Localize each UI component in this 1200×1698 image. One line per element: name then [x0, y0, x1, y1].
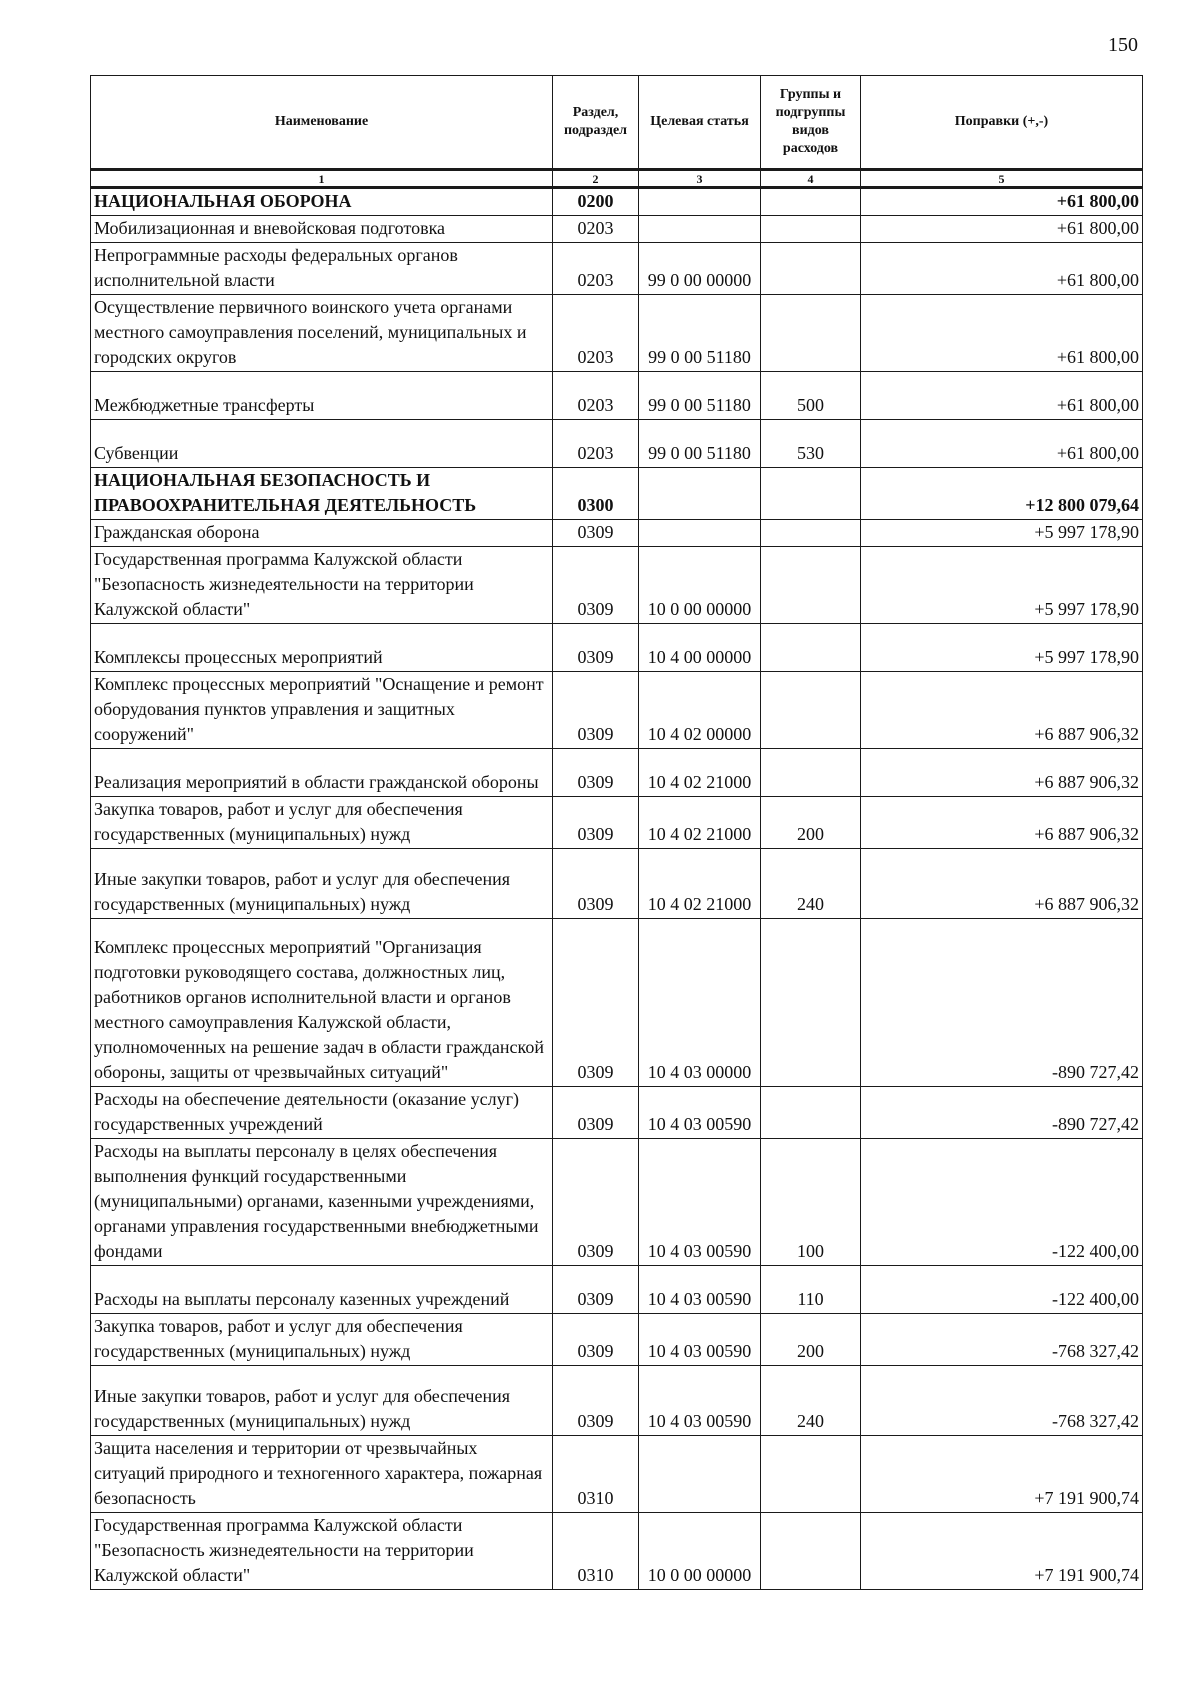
row-expense-group: 500 [761, 372, 861, 420]
row-target-article: 10 4 02 21000 [639, 749, 761, 797]
table-row [91, 216, 1143, 243]
row-name: Иные закупки товаров, работ и услуг для обеспечения государственных (муниципальных) нужд [91, 849, 553, 919]
table-row [91, 1513, 1143, 1590]
row-amount: +61 800,00 [861, 216, 1143, 243]
table-row [91, 468, 1143, 520]
row-section: 0300 [553, 468, 639, 520]
row-target-article: 10 0 00 00000 [639, 1513, 761, 1590]
row-expense-group [761, 295, 861, 372]
row-name: Государственная программа Калужской области "Безопасность жизнедеятельности на территории Калужской области" [91, 547, 553, 624]
row-name: Субвенции [91, 420, 553, 468]
row-target-article [639, 468, 761, 520]
row-expense-group [761, 1513, 861, 1590]
row-amount: -768 327,42 [861, 1366, 1143, 1436]
row-amount: +7 191 900,74 [861, 1513, 1143, 1590]
row-target-article: 10 4 03 00000 [639, 919, 761, 1087]
row-expense-group [761, 672, 861, 749]
row-expense-group: 200 [761, 797, 861, 849]
table-row [91, 1087, 1143, 1139]
row-expense-group [761, 188, 861, 216]
row-target-article: 10 0 00 00000 [639, 547, 761, 624]
row-amount: +6 887 906,32 [861, 672, 1143, 749]
row-expense-group [761, 216, 861, 243]
row-target-article: 10 4 03 00590 [639, 1139, 761, 1266]
row-section: 0309 [553, 624, 639, 672]
row-expense-group: 530 [761, 420, 861, 468]
row-amount: +61 800,00 [861, 188, 1143, 216]
header-name: Наименование [91, 76, 553, 170]
row-name: НАЦИОНАЛЬНАЯ БЕЗОПАСНОСТЬ И ПРАВООХРАНИТЕЛЬНАЯ ДЕЯТЕЛЬНОСТЬ [91, 468, 553, 520]
row-target-article: 10 4 02 00000 [639, 672, 761, 749]
table-row [91, 243, 1143, 295]
row-section: 0309 [553, 849, 639, 919]
row-amount: +5 997 178,90 [861, 547, 1143, 624]
row-expense-group [761, 749, 861, 797]
row-amount: +5 997 178,90 [861, 520, 1143, 547]
row-section: 0309 [553, 1139, 639, 1266]
row-target-article [639, 520, 761, 547]
table-row [91, 1139, 1143, 1266]
header-section: Раздел, подраздел [553, 76, 639, 170]
row-expense-group [761, 1087, 861, 1139]
column-index: 1 [91, 170, 553, 188]
row-target-article [639, 216, 761, 243]
row-target-article [639, 1436, 761, 1513]
row-target-article: 10 4 03 00590 [639, 1087, 761, 1139]
row-section: 0309 [553, 919, 639, 1087]
table-row [91, 295, 1143, 372]
row-expense-group [761, 468, 861, 520]
table-row [91, 1436, 1143, 1513]
row-target-article: 99 0 00 00000 [639, 243, 761, 295]
header-amount: Поправки (+,-) [861, 76, 1143, 170]
row-amount: -890 727,42 [861, 1087, 1143, 1139]
row-section: 0203 [553, 243, 639, 295]
table-row [91, 749, 1143, 797]
table-body [91, 188, 1143, 1590]
row-amount: +61 800,00 [861, 372, 1143, 420]
table-header-row [91, 76, 1143, 170]
row-amount: -768 327,42 [861, 1314, 1143, 1366]
header-target: Целевая статья [639, 76, 761, 170]
row-amount: +12 800 079,64 [861, 468, 1143, 520]
table-row [91, 520, 1143, 547]
row-section: 0309 [553, 1266, 639, 1314]
row-section: 0309 [553, 672, 639, 749]
row-amount: +6 887 906,32 [861, 797, 1143, 849]
column-index: 5 [861, 170, 1143, 188]
row-name: Иные закупки товаров, работ и услуг для обеспечения государственных (муниципальных) нужд [91, 1366, 553, 1436]
row-target-article: 99 0 00 51180 [639, 372, 761, 420]
row-name: Государственная программа Калужской области "Безопасность жизнедеятельности на территории Калужской области" [91, 1513, 553, 1590]
row-target-article: 10 4 02 21000 [639, 797, 761, 849]
table-row [91, 372, 1143, 420]
header-group: Группы и подгруппы видов расходов [761, 76, 861, 170]
row-amount: +6 887 906,32 [861, 849, 1143, 919]
table-row [91, 1366, 1143, 1436]
row-section: 0309 [553, 547, 639, 624]
row-target-article: 99 0 00 51180 [639, 420, 761, 468]
row-target-article: 10 4 03 00590 [639, 1314, 761, 1366]
row-name: Защита населения и территории от чрезвычайных ситуаций природного и техногенного характера, пожарная безопасность [91, 1436, 553, 1513]
row-section: 0203 [553, 295, 639, 372]
budget-amendments-table [90, 75, 1143, 1590]
row-amount: -122 400,00 [861, 1266, 1143, 1314]
row-name: Закупка товаров, работ и услуг для обеспечения государственных (муниципальных) нужд [91, 797, 553, 849]
row-amount: -122 400,00 [861, 1139, 1143, 1266]
table-row [91, 188, 1143, 216]
column-index: 4 [761, 170, 861, 188]
table-row [91, 420, 1143, 468]
table-row [91, 624, 1143, 672]
row-section: 0203 [553, 420, 639, 468]
row-target-article: 10 4 03 00590 [639, 1366, 761, 1436]
row-expense-group: 200 [761, 1314, 861, 1366]
row-section: 0203 [553, 372, 639, 420]
row-name: Гражданская оборона [91, 520, 553, 547]
page-number: 150 [1108, 34, 1138, 56]
table-row [91, 672, 1143, 749]
row-name: Мобилизационная и вневойсковая подготовка [91, 216, 553, 243]
row-name: Расходы на выплаты персоналу казенных учреждений [91, 1266, 553, 1314]
row-section: 0309 [553, 797, 639, 849]
row-name: Комплексы процессных мероприятий [91, 624, 553, 672]
row-amount: +6 887 906,32 [861, 749, 1143, 797]
table-row [91, 919, 1143, 1087]
column-index-row [91, 170, 1143, 188]
row-expense-group [761, 547, 861, 624]
row-section: 0203 [553, 216, 639, 243]
row-name: Расходы на выплаты персоналу в целях обеспечения выполнения функций государственными (муниципальными) органами, казенными учреждениями, органами управления государственными внебюджетными фондами [91, 1139, 553, 1266]
row-section: 0310 [553, 1436, 639, 1513]
row-expense-group [761, 520, 861, 547]
row-name: Комплекс процессных мероприятий "Организация подготовки руководящего состава, должностных лиц, работников органов исполнительной власти и органов местного самоуправления Калужской области, уполномоченных на решение задач в области гражданской обороны, защиты от чрезвычайных ситуаций" [91, 919, 553, 1087]
row-expense-group [761, 919, 861, 1087]
table-row [91, 547, 1143, 624]
row-amount: +61 800,00 [861, 243, 1143, 295]
row-section: 0309 [553, 1087, 639, 1139]
row-expense-group: 100 [761, 1139, 861, 1266]
table-row [91, 849, 1143, 919]
row-amount: +61 800,00 [861, 420, 1143, 468]
row-name: Расходы на обеспечение деятельности (оказание услуг) государственных учреждений [91, 1087, 553, 1139]
row-expense-group: 110 [761, 1266, 861, 1314]
row-expense-group [761, 1436, 861, 1513]
table-row [91, 1314, 1143, 1366]
row-section: 0309 [553, 1314, 639, 1366]
row-target-article: 10 4 02 21000 [639, 849, 761, 919]
row-name: Межбюджетные трансферты [91, 372, 553, 420]
row-section: 0310 [553, 1513, 639, 1590]
row-amount: +7 191 900,74 [861, 1436, 1143, 1513]
row-target-article: 99 0 00 51180 [639, 295, 761, 372]
row-amount: +61 800,00 [861, 295, 1143, 372]
column-index: 3 [639, 170, 761, 188]
row-amount: +5 997 178,90 [861, 624, 1143, 672]
row-expense-group: 240 [761, 1366, 861, 1436]
table-row [91, 797, 1143, 849]
row-section: 0309 [553, 1366, 639, 1436]
row-name: Непрограммные расходы федеральных органов исполнительной власти [91, 243, 553, 295]
row-section: 0309 [553, 749, 639, 797]
row-expense-group [761, 243, 861, 295]
row-name: Комплекс процессных мероприятий "Оснащение и ремонт оборудования пунктов управления и защитных сооружений" [91, 672, 553, 749]
table-row [91, 1266, 1143, 1314]
row-target-article: 10 4 00 00000 [639, 624, 761, 672]
row-target-article [639, 188, 761, 216]
row-section: 0309 [553, 520, 639, 547]
row-name: Закупка товаров, работ и услуг для обеспечения государственных (муниципальных) нужд [91, 1314, 553, 1366]
row-section: 0200 [553, 188, 639, 216]
column-index: 2 [553, 170, 639, 188]
row-name: НАЦИОНАЛЬНАЯ ОБОРОНА [91, 188, 553, 216]
row-expense-group [761, 624, 861, 672]
row-target-article: 10 4 03 00590 [639, 1266, 761, 1314]
row-expense-group: 240 [761, 849, 861, 919]
row-amount: -890 727,42 [861, 919, 1143, 1087]
row-name: Реализация мероприятий в области гражданской обороны [91, 749, 553, 797]
row-name: Осуществление первичного воинского учета органами местного самоуправления поселений, муниципальных и городских округов [91, 295, 553, 372]
